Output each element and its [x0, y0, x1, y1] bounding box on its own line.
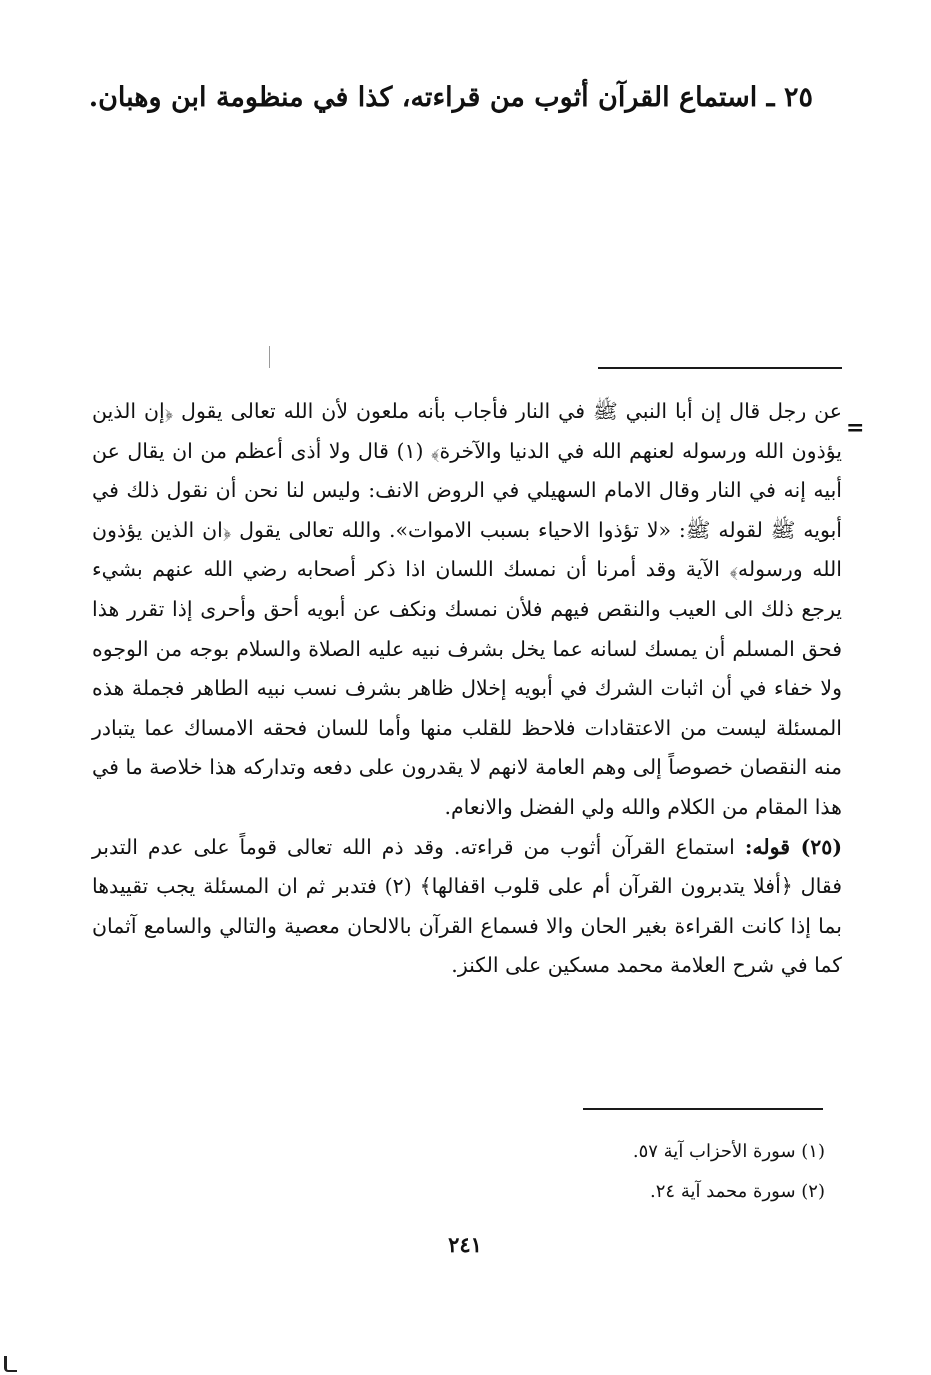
page-number: ٢٤١ [448, 1232, 482, 1257]
section-heading: ٢٥ ـ استماع القرآن أثوب من قراءته، كذا في منظومة ابن وهبان. [88, 82, 813, 113]
footnote-2: (٢) سورة محمد آية ٢٤. [650, 1181, 825, 1202]
commentary-body [92, 392, 842, 986]
continuation-mark: = [846, 415, 865, 441]
footnotes [405, 1132, 825, 1212]
commentary-paragraph-2 [92, 828, 842, 986]
commentary-separator-rule [598, 367, 842, 369]
footnote-separator-rule [583, 1108, 823, 1110]
footnote-1: (١) سورة الأحزاب آية ٥٧. [632, 1141, 825, 1162]
scan-edge-mark [4, 1356, 17, 1372]
section-label: (٢٥) قوله: [744, 834, 843, 859]
commentary-paragraph-1: عن رجل قال إن أبا النبي ﷺ في النار فأجاب بأنه ملعون لأن الله تعالى يقول ﴿إن الذين يؤذون الله ورسوله لعنهم الله في الدنيا والآخرة﴾ (١) قال ولا أذى أعظم من ان يقال عن أبيه إنه في النار وقال الامام السهيلي في الروض الانف: وليس لنا نحن أن نقول ذلك في أبويه ﷺ لقوله ﷺ: «لا تؤذوا الاحياء بسبب الاموات». والله تعالى يقول ﴿ان الذين يؤذون الله ورسوله﴾ الآية وقد أمرنا أن نمسك اللسان اذا ذكر أصحابه رضي الله عنهم بشيء يرجع ذلك الى العيب والنقص فيهم فلأن نمسك ونكف عن أبويه أحق وأحرى إذا تقرر هذا فحق المسلم أن يمسك لسانه عما يخل بشرف نبيه عليه الصلاة والسلام بوجه من الوجوه ولا خفاء في أن اثبات الشرك في أبويه إخلال ظاهر بشرف نسب نبيه الطاهر فجملة هذه المسئلة ليست من الاعتقادات فلاحظ للقلب منها وأما للسان فحقه الامساك عما يتبادر منه النقصان خصوصاً إلى وهم العامة لانهم لا يقدرون على دفعه وتداركه هذا خلاصة ما في هذا المقام من الكلام والله ولي الفضل والانعام. [92, 399, 842, 819]
scan-artifact-tick [269, 346, 270, 368]
commentary-paragraph-2-text: استماع القرآن أثوب من قراءته. وقد ذم الله تعالى قوماً على عدم التدبر فقال ﴿أفلا يتدبرون القرآن أم على قلوب اقفالها﴾ (٢) فتدبر ثم ان المسئلة يجب تقييدها بما إذا كانت القراءة بغير الحان والا فسماع القرآن بالالحان معصية والتالي والسامع آثمان كما في شرح العلامة محمد مسكين على الكنز. [92, 834, 842, 978]
